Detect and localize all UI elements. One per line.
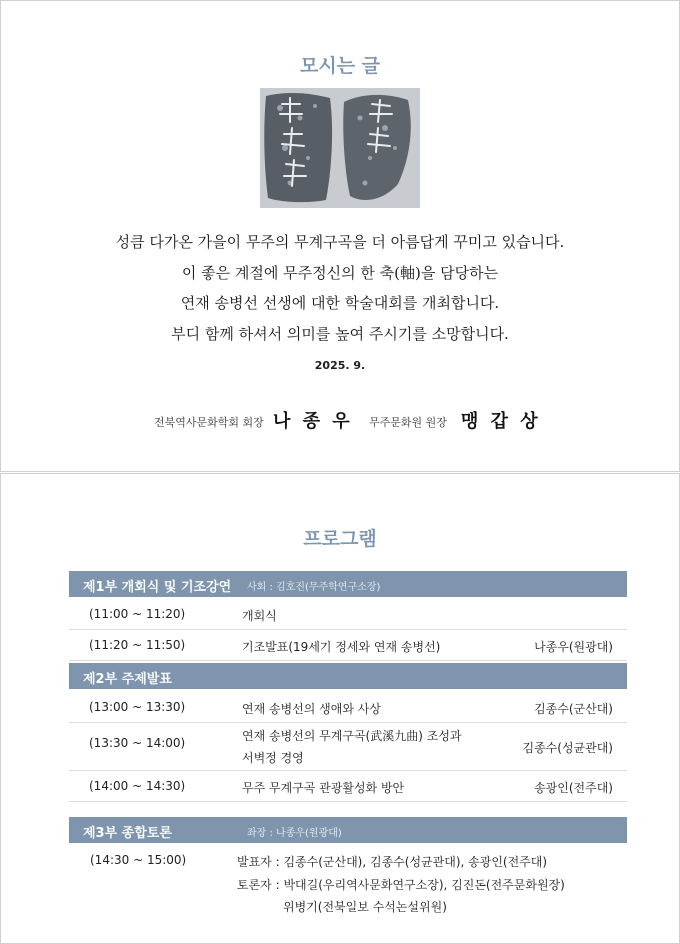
invitation-line-1: 성큼 다가온 가을이 무주의 무계구곡을 더 아름답게 꾸미고 있습니다. [115, 233, 565, 251]
part3-presenters: 발표자 : 김종수(군산대), 김종수(성균관대), 송광인(전주대) [237, 855, 548, 869]
table-row [69, 597, 627, 630]
part1-header [69, 571, 627, 597]
row-speaker: 나종우(원광대) [534, 640, 613, 654]
invitation-line-2: 이 좋은 계절에 무주정신의 한 축(軸)을 담당하는 [181, 264, 499, 282]
row-topic-line-1: 연재 송병선의 무계구곡(武溪九曲) 조성과 [242, 729, 462, 743]
invitation-line-3: 연재 송병선 선생에 대한 학술대회를 개최합니다. [180, 294, 500, 312]
row-topic: 개회식 [242, 609, 277, 623]
invitation-date: 2025. 9. [314, 359, 366, 372]
part1-moderator: 사회 : 김호진(무주학연구소장) [247, 582, 381, 593]
row-time: (13:00 ~ 13:30) [89, 700, 186, 714]
part1-title: 제1부 개회식 및 기조강연 [83, 580, 232, 595]
row-time: (13:30 ~ 14:00) [89, 736, 186, 750]
signature-org-1: 전북역사문화학회 회장 [154, 416, 264, 429]
signature-name-1: 나 종 우 [273, 411, 353, 432]
part3-header [69, 817, 627, 843]
signature-name-2: 맹 갑 상 [461, 411, 541, 432]
row-topic: 기조발표(19세기 정세와 연재 송병선) [242, 640, 441, 654]
table-row [69, 723, 627, 771]
table-row [69, 630, 627, 661]
row-topic-line-2: 서벽정 경영 [242, 751, 304, 765]
invitation-line-4: 부디 함께 하셔서 의미를 높여 주시기를 소망합니다. [171, 325, 509, 343]
row-speaker: 김종수(군산대) [534, 702, 613, 716]
part3-chair: 좌장 : 나종우(원광대) [247, 828, 342, 839]
program-title: 프로그램 [303, 528, 377, 550]
part3-discussants-line-2: 위병기(전북일보 수석논설위원) [283, 900, 447, 914]
invitation-title: 모시는 글 [299, 55, 381, 77]
row-speaker: 김종수(성균관대) [522, 741, 613, 755]
signature-org-2: 무주문화원 원장 [369, 416, 447, 429]
program-page [0, 473, 680, 944]
part2-title: 제2부 주제발표 [83, 672, 172, 687]
row-time: (11:00 ~ 11:20) [89, 607, 186, 621]
part2-header [69, 663, 627, 689]
part3-title: 제3부 종합토론 [83, 826, 172, 841]
row-time: (11:20 ~ 11:50) [89, 638, 186, 652]
part3-time: (14:30 ~ 15:00) [90, 853, 187, 867]
row-speaker: 송광인(전주대) [534, 781, 613, 795]
table-row [69, 771, 627, 802]
row-topic: 연재 송병선의 생애와 사상 [242, 702, 381, 716]
row-topic: 무주 무계구곡 관광활성화 방안 [242, 781, 405, 795]
row-time: (14:00 ~ 14:30) [89, 779, 186, 793]
part3-discussants-line-1: 토론자 : 박대길(우리역사문화연구소장), 김진돈(전주문화원장) [237, 878, 565, 892]
calligraphy-rubbing-image [260, 88, 420, 208]
table-row [69, 689, 627, 723]
